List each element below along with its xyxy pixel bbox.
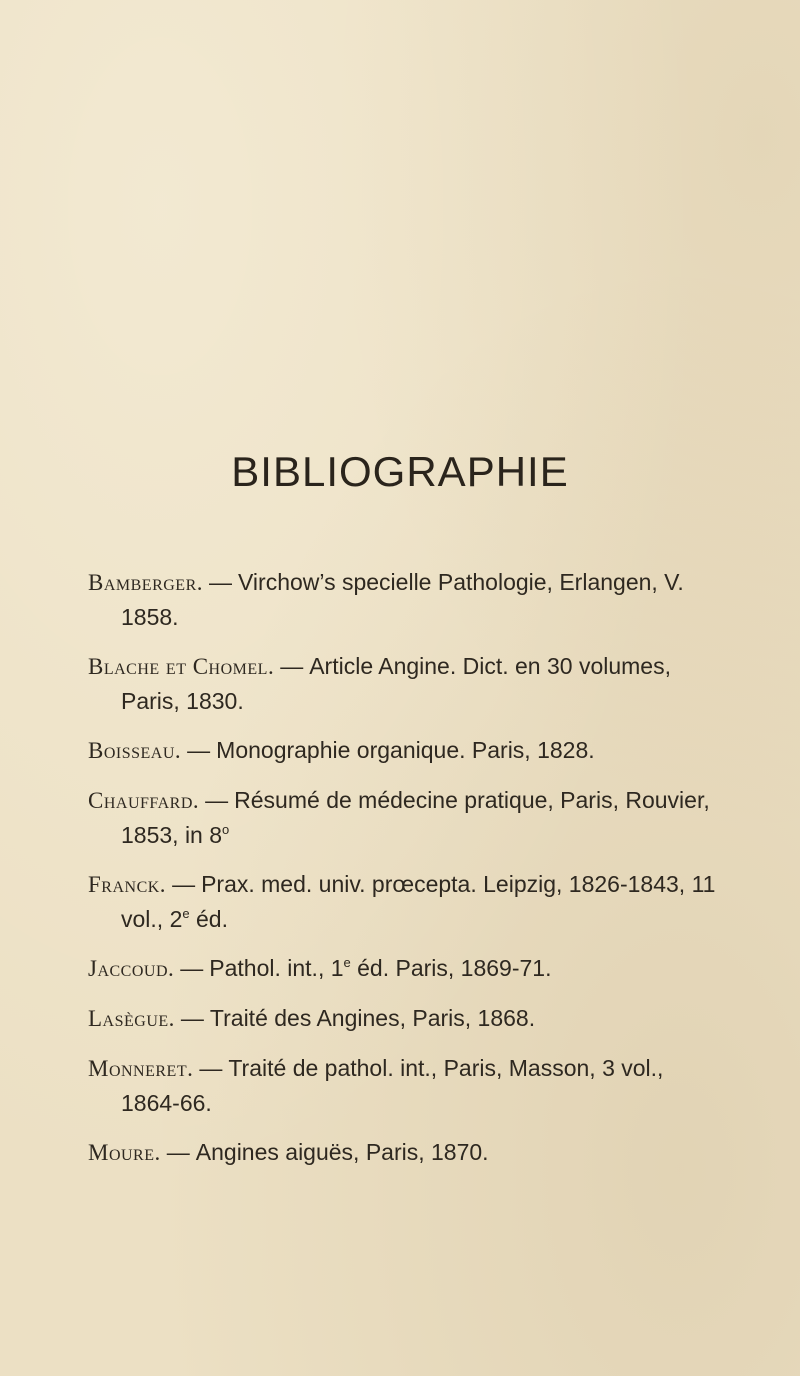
entry-text-after: éd. [189,906,228,932]
bibliography-entry [88,783,728,852]
entry-text: Prax. med. univ. prœcepta. Leipzig, 1826-1843, 11 vol., 2 [121,871,716,932]
entry-author: Moure. [88,1140,161,1165]
entry-author: Bamberger. [88,570,203,595]
entry-separator: — [180,955,204,981]
entry-author: Boisseau. [88,738,182,763]
entry-text: Angines aiguës, Paris, 1870. [195,1139,489,1165]
entry-author: Blache et Chomel. [88,654,275,679]
entry-separator: — [166,1139,190,1165]
entry-text: Traité des Angines, Paris, 1868. [209,1005,536,1031]
entry-superscript: e [182,906,190,921]
entry-separator: — [209,569,232,595]
entry-text: Pathol. int., 1 [209,955,344,981]
entry-text: Résumé de médecine pratique, Paris, Rouvier, 1853, in 8 [121,787,710,848]
entry-author: Monneret. [88,1056,194,1081]
bibliography-entry [88,1135,728,1170]
entry-author: Chauffard. [88,788,200,813]
bibliography-entry [88,649,728,718]
bibliography-entry [88,1051,728,1120]
entry-text: Monographie organique. Paris, 1828. [216,737,595,763]
entry-author: Lasègue. [88,1006,175,1031]
bibliography-entry [88,565,728,634]
entry-text: Virchow’s specielle Pathologie, Erlangen, V. 1858. [121,569,684,630]
bibliography-entry [88,867,728,936]
entry-text: Traité de pathol. int., Paris, Masson, 3 vol., 1864-66. [121,1055,664,1116]
entry-separator: — [205,787,229,813]
entry-superscript: e [343,955,351,970]
entry-author: Franck. [88,872,167,897]
entry-separator: — [199,1055,223,1081]
bibliography-list [88,565,728,1185]
entry-separator: — [180,1005,204,1031]
entry-separator: — [172,871,196,897]
entry-superscript: o [222,822,230,837]
entry-author: Jaccoud. [88,956,175,981]
page-title: BIBLIOGRAPHIE [231,448,569,495]
entry-separator: — [187,737,211,763]
entry-separator: — [280,653,304,679]
bibliography-entry [88,951,728,986]
bibliography-entry [88,733,728,768]
entry-text-after: éd. Paris, 1869-71. [350,955,552,981]
entry-text: Article Angine. Dict. en 30 volumes, Paris, 1830. [121,653,671,714]
bibliography-entry [88,1001,728,1036]
